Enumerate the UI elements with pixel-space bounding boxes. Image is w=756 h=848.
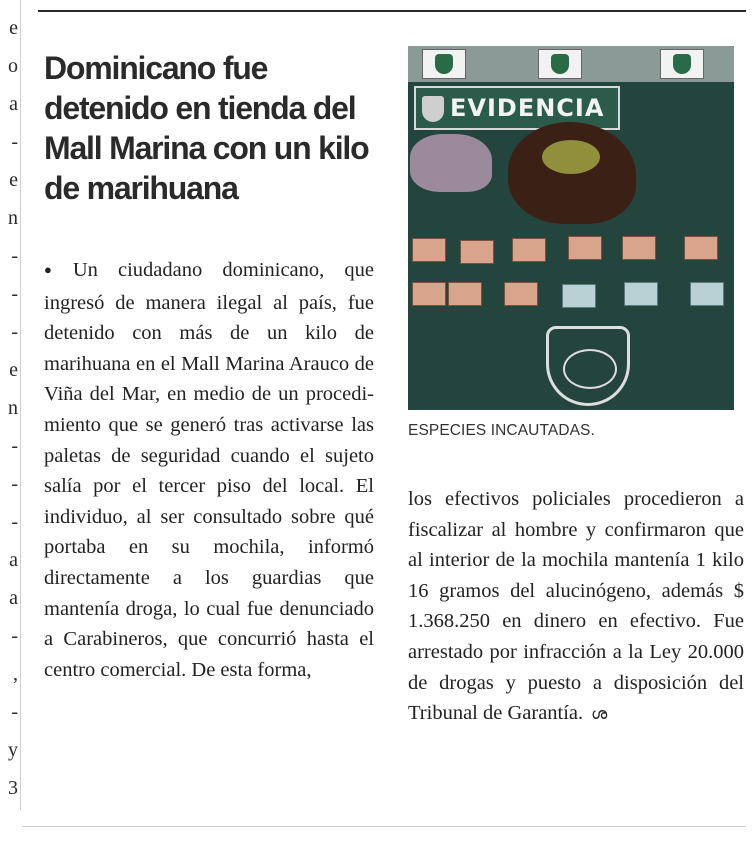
column-divider	[20, 0, 21, 810]
body-column-1-text: Un ciudadano dominicano, que ingresó de manera ilegal al país, fue detenido con más de un kilo de marihuana en el Mall Marina Arauco de Viña del Mar, en medio de un procedimiento que se generó tras activarse las paletas de seguridad cuando el sujeto salía por el tercer piso del local. El individuo, al ser consultado sobre qué portaba en su mochila, informó directamente a los guardias que mantenía droga, lo cual fue denunciado a Carabineros, que concurrió hasta el centro comercial. De esta forma,	[44, 259, 374, 681]
photo-caption: ESPECIES INCAUTADAS.	[408, 422, 595, 439]
money-bundle	[412, 238, 446, 262]
money-bundle	[460, 240, 494, 264]
money-bundle	[568, 236, 602, 260]
carabineros-emblem-icon	[660, 49, 704, 79]
money-bundle	[690, 282, 724, 306]
previous-column-fragment: -	[11, 283, 18, 305]
previous-column-fragment: n	[8, 207, 18, 229]
previous-column-fragment: o	[8, 55, 18, 77]
previous-column-fragment: 3	[8, 777, 18, 799]
previous-column-fragment: -	[11, 625, 18, 647]
top-rule	[38, 10, 746, 12]
carabineros-emblem-icon	[422, 49, 466, 79]
previous-column-fragment: -	[11, 701, 18, 723]
body-column-2	[408, 484, 744, 730]
previous-column-fragment: -	[11, 321, 18, 343]
previous-column-fragment: y	[8, 739, 18, 761]
previous-column-fragment: -	[11, 435, 18, 457]
previous-column-fragment: a	[9, 93, 18, 115]
bullet-icon: ●	[44, 262, 67, 277]
previous-column-fragment: a	[9, 587, 18, 609]
previous-column-fragment: e	[9, 17, 18, 39]
evidence-photo	[408, 46, 734, 410]
money-bundle	[412, 282, 446, 306]
carabineros-shield-icon	[546, 326, 630, 406]
previous-column-fragment: n	[8, 397, 18, 419]
money-bundle	[624, 282, 658, 306]
previous-column-fragment: -	[11, 511, 18, 533]
body-column-1	[44, 255, 374, 685]
photo-backdrop	[408, 46, 734, 82]
money-bundle	[448, 282, 482, 306]
money-bundle	[622, 236, 656, 260]
previous-column-fragment: -	[11, 473, 18, 495]
bottom-rule	[22, 826, 746, 827]
previous-column-fragment: ,	[13, 663, 18, 685]
previous-column-fragment: a	[9, 549, 18, 571]
money-bundle	[512, 238, 546, 262]
evidence-label: EVIDENCIA	[450, 94, 605, 122]
silver-package	[410, 134, 492, 192]
end-mark-icon: ശ	[591, 704, 608, 724]
previous-column-fragment: e	[9, 169, 18, 191]
marijuana-bag	[508, 122, 636, 224]
body-column-2-text: los efectivos policiales procedieron a fiscalizar al hombre y confirmaron que al interior de la mochila mantenía 1 kilo 16 gramos del alucinógeno, además $ 1.368.250 en dinero en efectivo. Fue arrestado por infracción a la Ley 20.000 de drogas y puesto a disposición del Tribunal de Garantía.	[408, 488, 744, 725]
carabineros-emblem-icon	[538, 49, 582, 79]
previous-column-fragment: -	[11, 245, 18, 267]
headline: Dominicano fue detenido en tienda del Mall Marina con un kilo de marihuana	[44, 50, 369, 206]
money-bundle	[504, 282, 538, 306]
shield-icon	[422, 96, 444, 122]
money-bundle	[684, 236, 718, 260]
money-bundle	[562, 284, 596, 308]
previous-column-fragments	[0, 18, 18, 808]
previous-column-fragment: -	[11, 131, 18, 153]
previous-column-fragment: e	[9, 359, 18, 381]
